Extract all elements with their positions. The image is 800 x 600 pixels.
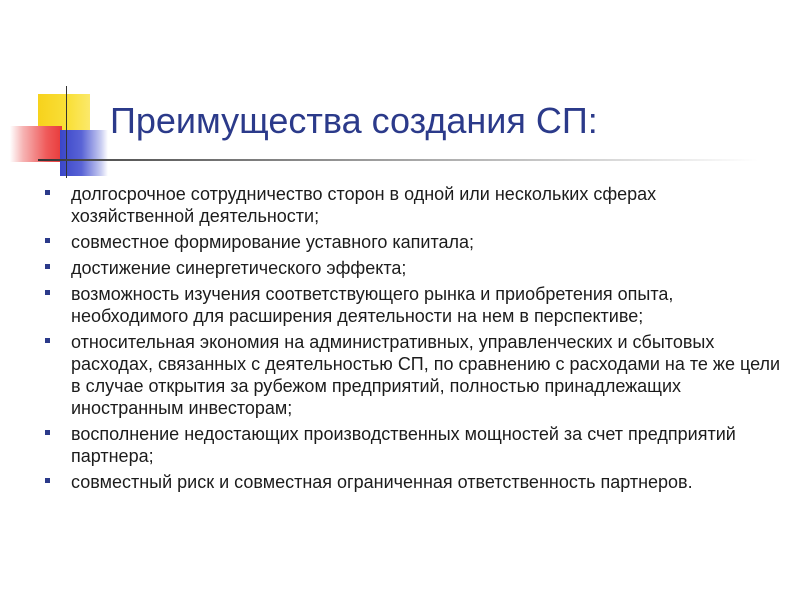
slide-title: Преимущества создания СП: — [110, 100, 598, 141]
bullet-icon — [45, 478, 50, 483]
list-item — [44, 257, 784, 279]
bullet-icon — [45, 430, 50, 435]
bullet-text: относительная экономия на административных, управленческих и сбытовых расходах, связанных с деятельностью СП, по сравнению с расходами на те же цели в случае открытия за рубежом предприятий, полностью принадлежащих иностранным инвесторам; — [71, 332, 781, 418]
bullet-icon — [45, 264, 50, 269]
bullet-list — [44, 183, 784, 497]
list-item — [44, 471, 784, 493]
title-underline — [38, 159, 758, 161]
bullet-icon — [45, 290, 50, 295]
bullet-icon — [45, 238, 50, 243]
bullet-text: совместный риск и совместная ограниченная ответственность партнеров. — [71, 472, 693, 492]
list-item — [44, 283, 784, 327]
bullet-icon — [45, 338, 50, 343]
bullet-text: совместное формирование уставного капитала; — [71, 232, 475, 252]
decorative-blue-square — [60, 130, 108, 176]
bullet-text: долгосрочное сотрудничество сторон в одной или нескольких сферах хозяйственной деятельности; — [71, 184, 657, 226]
bullet-text: достижение синергетического эффекта; — [71, 258, 407, 278]
decorative-red-square — [10, 126, 62, 162]
decorative-vertical-line — [66, 86, 67, 178]
bullet-text: возможность изучения соответствующего рынка и приобретения опыта, необходимого для расширения деятельности на нем в перспективе; — [71, 284, 674, 326]
bullet-text: восполнение недостающих производственных мощностей за счет предприятий партнера; — [71, 424, 736, 466]
list-item — [44, 331, 784, 419]
list-item — [44, 423, 784, 467]
bullet-icon — [45, 190, 50, 195]
list-item — [44, 231, 784, 253]
list-item — [44, 183, 784, 227]
